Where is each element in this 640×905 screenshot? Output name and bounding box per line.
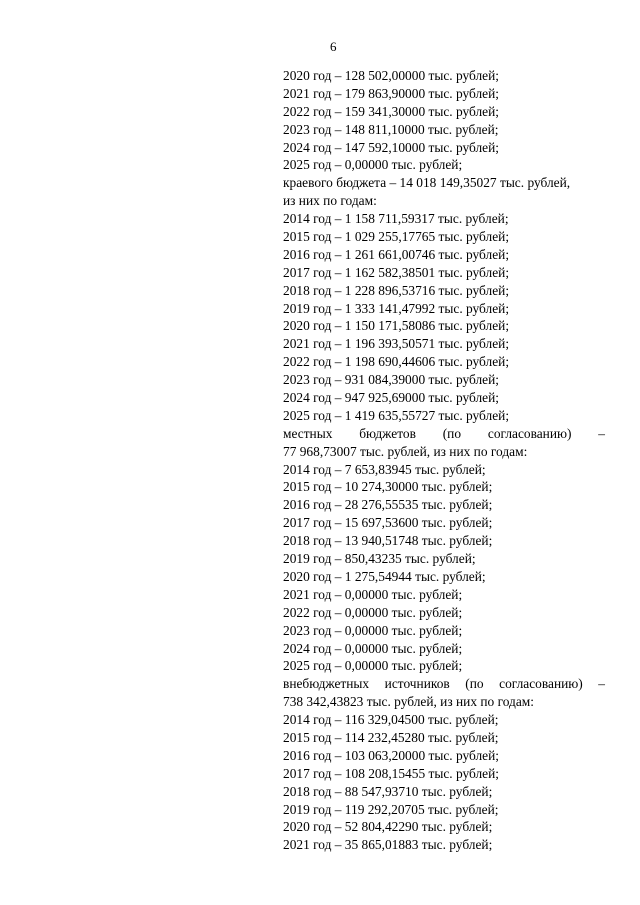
text-line: 2016 год – 103 063,20000 тыс. рублей; xyxy=(283,747,500,763)
text-line: 738 342,43823 тыс. рублей, из них по годам: xyxy=(283,694,534,710)
text-line: 2016 год – 28 276,55535 тыс. рублей; xyxy=(283,497,493,513)
text-line: 2019 год – 1 333 141,47992 тыс. рублей; xyxy=(283,300,510,316)
text-line: 2017 год – 108 208,15455 тыс. рублей; xyxy=(283,765,500,781)
text-line: 2021 год – 179 863,90000 тыс. рублей; xyxy=(283,85,500,101)
text-line: внебюджетных источников (по согласованию) – xyxy=(283,676,605,692)
text-line: 2016 год – 1 261 661,00746 тыс. рублей; xyxy=(283,246,510,262)
text-line: 2023 год – 148 811,10000 тыс. рублей; xyxy=(283,121,499,137)
text-line: 2018 год – 1 228 896,53716 тыс. рублей; xyxy=(283,282,510,298)
text-line: 2024 год – 147 592,10000 тыс. рублей; xyxy=(283,139,500,155)
text-line: 2022 год – 159 341,30000 тыс. рублей; xyxy=(283,103,500,119)
text-line: 2020 год – 1 275,54944 тыс. рублей; xyxy=(283,568,486,584)
text-line: 2017 год – 1 162 582,38501 тыс. рублей; xyxy=(283,264,510,280)
budget-text xyxy=(283,67,605,854)
text-line: 2018 год – 13 940,51748 тыс. рублей; xyxy=(283,533,493,549)
text-line: 2023 год – 931 084,39000 тыс. рублей; xyxy=(283,372,500,388)
text-line: 2021 год – 35 865,01883 тыс. рублей; xyxy=(283,837,493,853)
text-line: 2021 год – 0,00000 тыс. рублей; xyxy=(283,586,463,602)
text-line: 2014 год – 1 158 711,59317 тыс. рублей; xyxy=(283,211,509,227)
text-line: 2021 год – 1 196 393,50571 тыс. рублей; xyxy=(283,336,510,352)
text-line: 2015 год – 114 232,45280 тыс. рублей; xyxy=(283,729,499,745)
text-line: 2014 год – 116 329,04500 тыс. рублей; xyxy=(283,712,499,728)
text-line: 2019 год – 850,43235 тыс. рублей; xyxy=(283,551,476,567)
text-line: 2019 год – 119 292,20705 тыс. рублей; xyxy=(283,801,499,817)
text-line: 77 968,73007 тыс. рублей, из них по годам: xyxy=(283,443,528,459)
text-line: краевого бюджета – 14 018 149,35027 тыс. рублей, xyxy=(283,175,571,191)
text-line: 2023 год – 0,00000 тыс. рублей; xyxy=(283,622,463,638)
text-line: из них по годам: xyxy=(283,193,377,209)
page-number: 6 xyxy=(330,39,337,54)
text-line: 2020 год – 52 804,42290 тыс. рублей; xyxy=(283,819,493,835)
text-line: 2020 год – 128 502,00000 тыс. рублей; xyxy=(283,68,500,83)
text-line: 2015 год – 10 274,30000 тыс. рублей; xyxy=(283,479,493,495)
text-line: 2018 год – 88 547,93710 тыс. рублей; xyxy=(283,783,493,799)
text-line: 2014 год – 7 653,83945 тыс. рублей; xyxy=(283,461,486,477)
text-line: 2017 год – 15 697,53600 тыс. рублей; xyxy=(283,515,493,531)
text-line: 2025 год – 0,00000 тыс. рублей; xyxy=(283,157,463,173)
text-line: 2024 год – 0,00000 тыс. рублей; xyxy=(283,640,463,656)
text-line: 2025 год – 1 419 635,55727 тыс. рублей; xyxy=(283,407,510,423)
text-line: 2022 год – 1 198 690,44606 тыс. рублей; xyxy=(283,354,510,370)
text-line: местных бюджетов (по согласованию) – xyxy=(283,425,605,441)
text-line: 2020 год – 1 150 171,58086 тыс. рублей; xyxy=(283,318,510,334)
text-line: 2024 год – 947 925,69000 тыс. рублей; xyxy=(283,390,500,406)
text-line: 2025 год – 0,00000 тыс. рублей; xyxy=(283,658,463,674)
text-line: 2022 год – 0,00000 тыс. рублей; xyxy=(283,604,463,620)
text-line: 2015 год – 1 029 255,17765 тыс. рублей; xyxy=(283,229,510,245)
